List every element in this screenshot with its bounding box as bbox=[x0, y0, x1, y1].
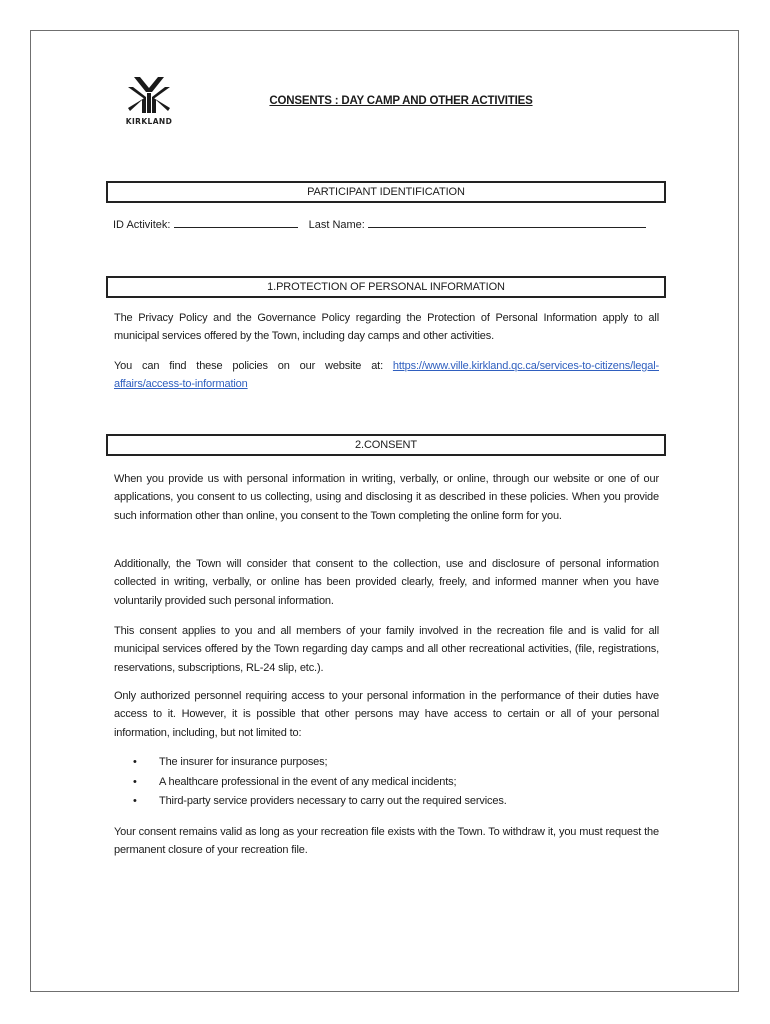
bullet-icon: • bbox=[133, 756, 137, 768]
participant-identification-heading: PARTICIPANT IDENTIFICATION bbox=[106, 181, 666, 203]
website-intro-text: You can find these policies on our website at: bbox=[114, 360, 393, 372]
bullet-icon: • bbox=[133, 775, 137, 788]
consent-paragraph-4: Only authorized personnel requiring access to your personal information in the performance of their duties have access to it. However, it is possible that other persons may have access to certain or all of your personal information, including, but not limited to: bbox=[114, 690, 659, 739]
document-title: CONSENTS : DAY CAMP AND OTHER ACTIVITIES bbox=[269, 95, 533, 107]
consent-paragraph-3: This consent applies to you and all members of your family involved in the recreation file and is valid for all municipal services offered by the Town regarding day camps and all other recreational activities, (file, registrations, reservations, subscriptions, RL-24 slip, etc.). bbox=[114, 625, 659, 674]
logo-wordmark: KIRKLAND bbox=[125, 117, 173, 126]
last-name-label: Last Name: bbox=[308, 219, 365, 231]
consent-paragraph-2: Additionally, the Town will consider that consent to the collection, use and disclosure of personal information collected in writing, verbally, or online has been provided clearly, freely, and informed manner when you have voluntarily provided such personal information. bbox=[114, 558, 659, 607]
policies-link[interactable]: https://www.ville.kirkland.qc.ca/services-to-citizens/legal-affairs/access-to-information bbox=[114, 360, 659, 391]
policies-website-paragraph bbox=[114, 357, 659, 394]
list-item: • The insurer for insurance purposes; bbox=[129, 753, 649, 773]
list-item: • A healthcare professional in the event of any medical incidents; bbox=[129, 773, 649, 793]
bullet-icon: • bbox=[133, 795, 137, 807]
last-name-field[interactable] bbox=[368, 217, 646, 228]
list-item: • Third-party service providers necessary to carry out the required services. bbox=[129, 792, 649, 812]
consent-paragraph-1: When you provide us with personal information in writing, verbally, or online, through our website or one of our applications, you consent to us collecting, using and disclosing it as described in these policies. When you provide such information other than online, you consent to the Town completing the online form for you. bbox=[114, 473, 659, 522]
document-page bbox=[30, 30, 739, 992]
consent-validity-paragraph: Your consent remains valid as long as your recreation file exists with the Town. To withdraw it, you must request the permanent closure of your recreation file. bbox=[114, 826, 659, 857]
kirkland-logo bbox=[117, 75, 181, 135]
privacy-policy-paragraph: The Privacy Policy and the Governance Policy regarding the Protection of Personal Information apply to all municipal services offered by the Town, including day camps and other activities. bbox=[114, 312, 659, 343]
kirkland-emblem-icon bbox=[126, 75, 172, 115]
section-protection-heading: 1.PROTECTION OF PERSONAL INFORMATION bbox=[106, 276, 666, 298]
id-activitek-field[interactable] bbox=[174, 217, 298, 228]
section-consent-heading: 2.CONSENT bbox=[106, 434, 666, 456]
id-activitek-label: ID Activitek: bbox=[113, 219, 171, 231]
disclosure-list bbox=[129, 753, 649, 812]
participant-fields bbox=[113, 217, 663, 231]
